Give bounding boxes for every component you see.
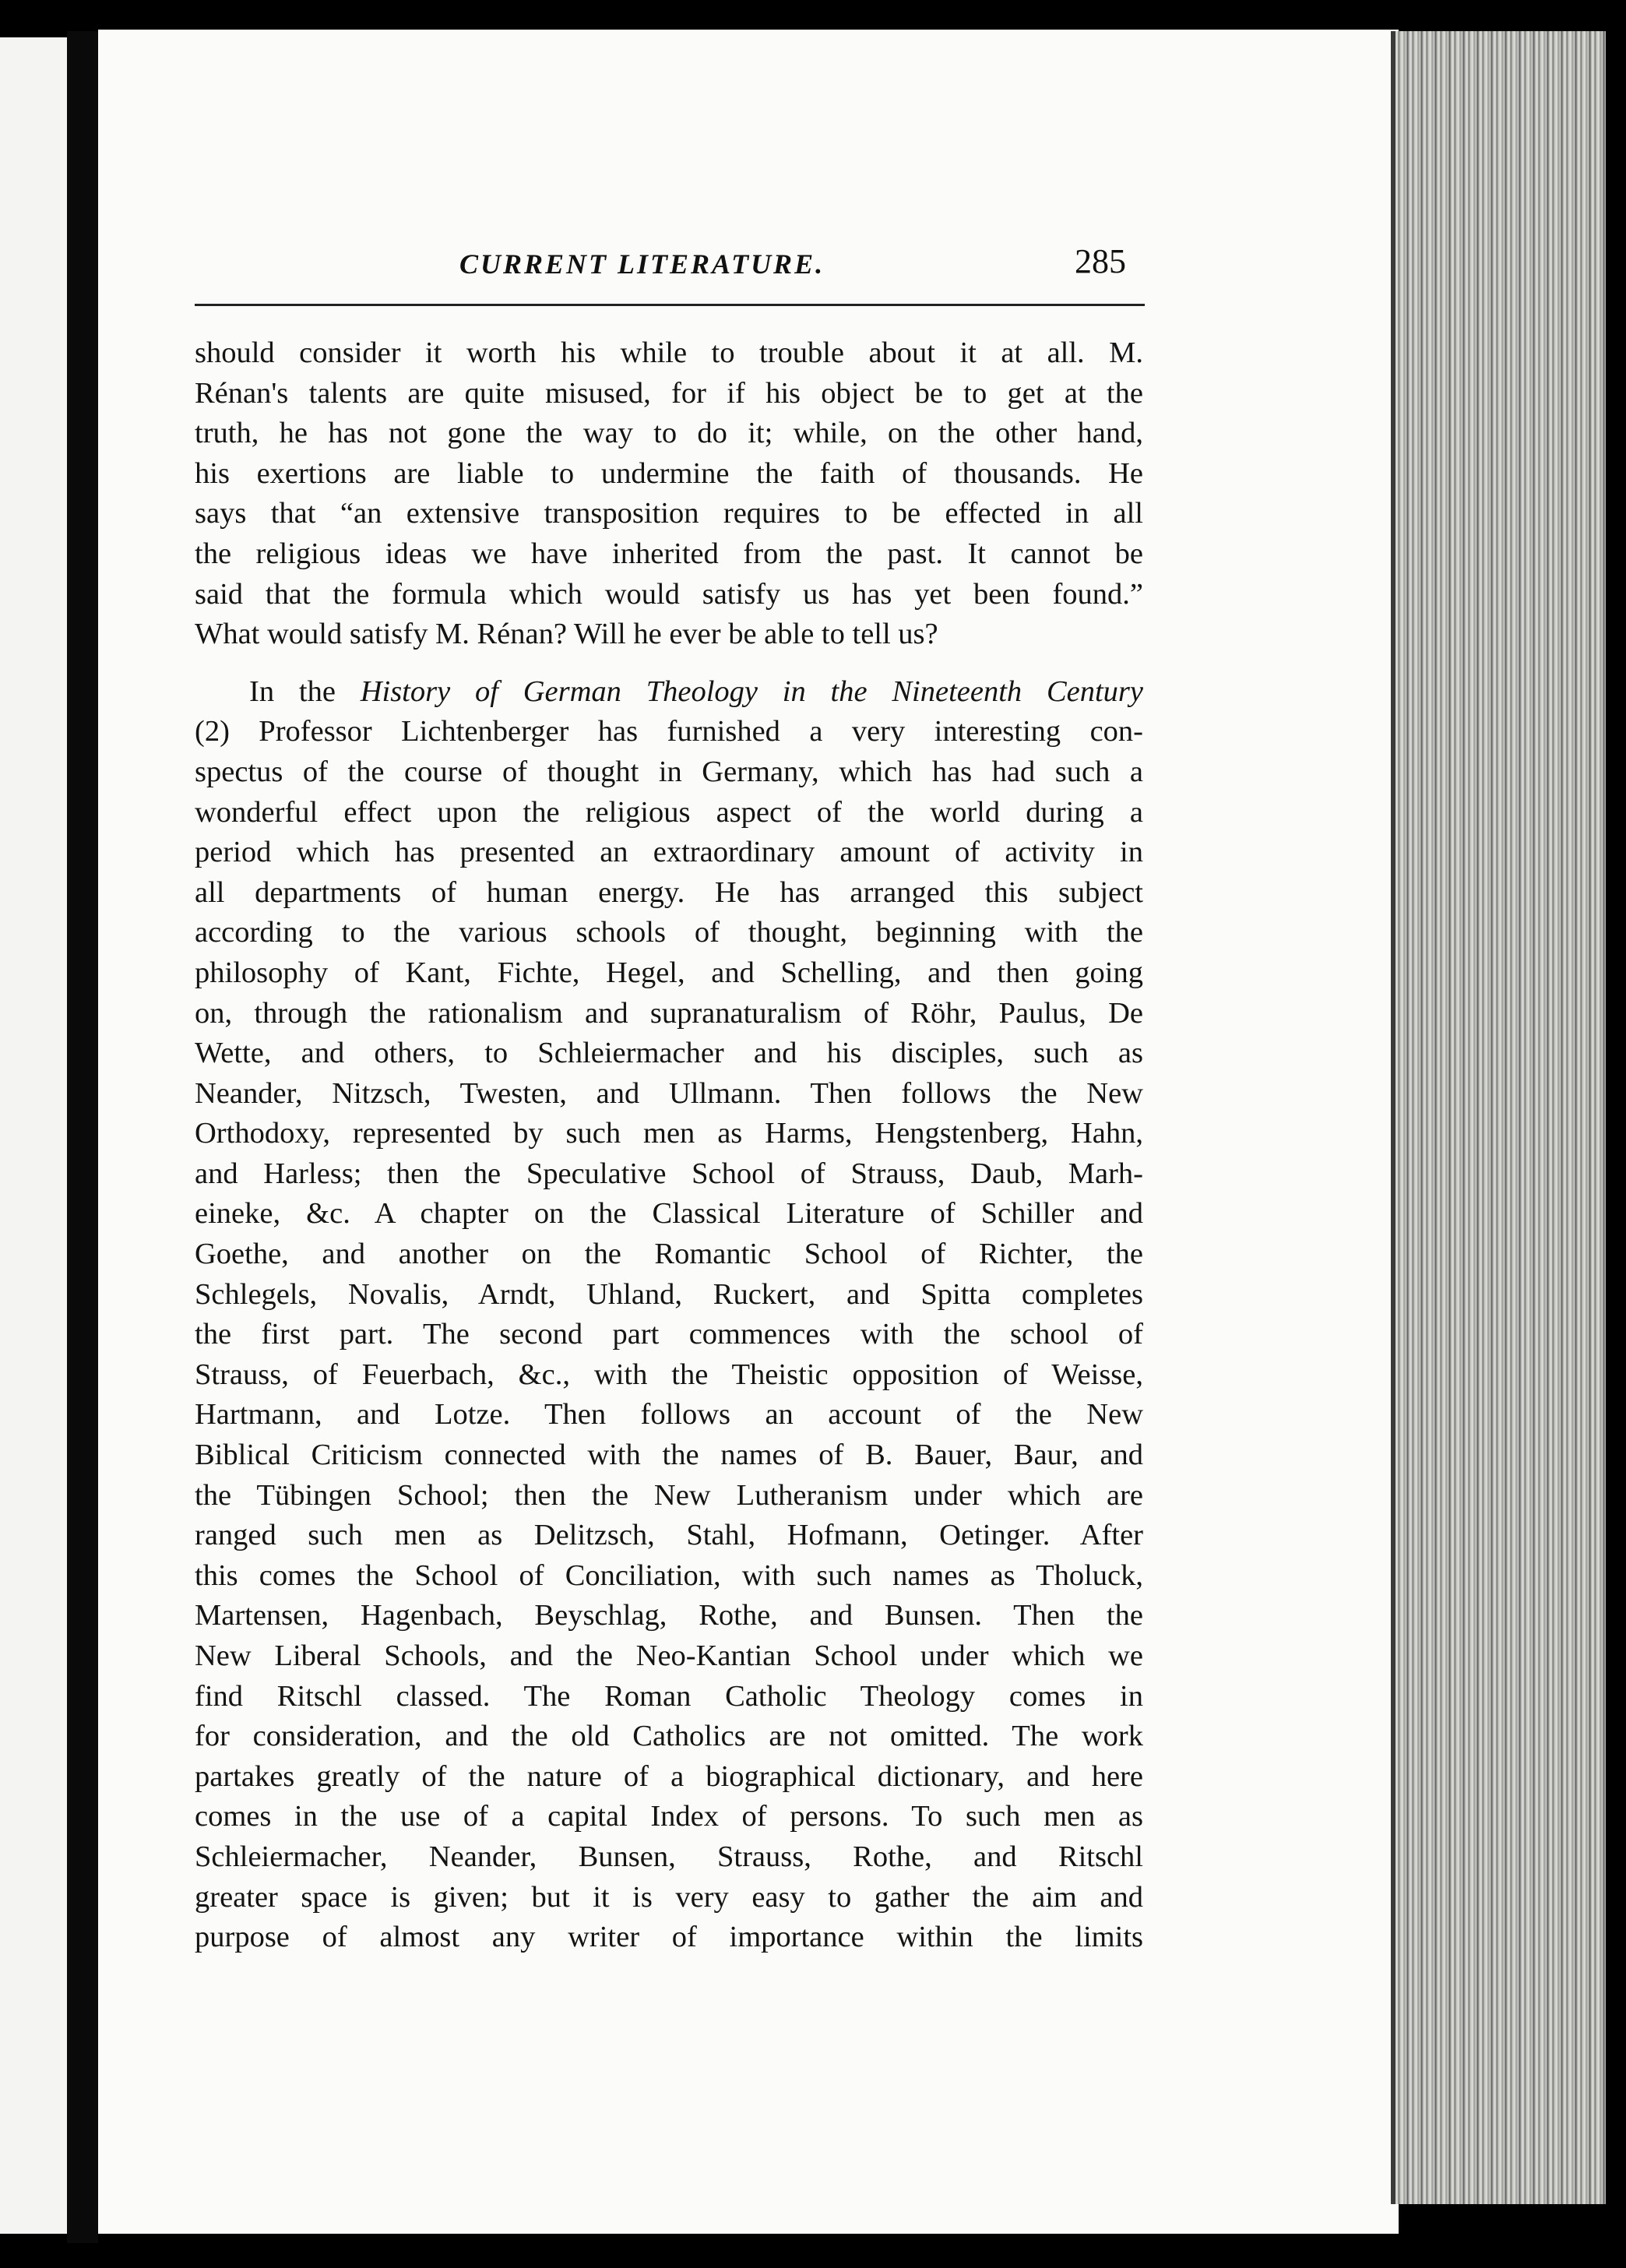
text-line: spectus of the course of thought in Germany, which has had such a [195, 755, 1143, 788]
text-line: Orthodoxy, represented by such men as Harms, Hengstenberg, Hahn, [195, 1117, 1143, 1150]
text-line: this comes the School of Conciliation, with such names as Tholuck, [195, 1558, 1143, 1592]
text-line [195, 672, 1143, 713]
text-line: Biblical Criticism connected with the names of B. Bauer, Baur, and [195, 1439, 1143, 1472]
text-line: Hartmann, and Lotze. Then follows an account of the New [195, 1398, 1143, 1432]
facing-page-edge [0, 37, 67, 2234]
text-line: (2) Professor Lichtenberger has furnished a very interesting con- [195, 715, 1143, 748]
book-title: History of German Theology in the Nineteenth Century [360, 674, 1143, 708]
paragraph-renan [195, 333, 1143, 655]
text-line: purpose of almost any writer of importance within the limits [195, 1921, 1143, 1954]
running-head [195, 235, 1145, 305]
text-line: philosophy of Kant, Fichte, Hegel, and Schelling, and then going [195, 956, 1143, 989]
page-number: 285 [1075, 242, 1126, 280]
text-line: the first part. The second part commences with the school of [195, 1318, 1143, 1351]
text-line: Schlegels, Novalis, Arndt, Uhland, Ruckert, and Spitta completes [195, 1277, 1143, 1311]
text-line: Strauss, of Feuerbach, &c., with the Theistic opposition of Weisse, [195, 1358, 1143, 1391]
page-block-edge [1391, 31, 1606, 2204]
text-line: partakes greatly of the nature of a biographical dictionary, and here [195, 1759, 1143, 1793]
text-line: wonderful effect upon the religious aspect of the world during a [195, 795, 1143, 829]
text-line: greater space is given; but it is very easy to gather the aim and [195, 1880, 1143, 1914]
line-prefix: In the [249, 674, 361, 708]
text-line: What would satisfy M. Rénan? Will he ever be able to tell us? [195, 618, 938, 651]
text-line: says that “an extensive transposition requires to be effected in all [195, 497, 1143, 530]
text-line: ranged such men as Delitzsch, Stahl, Hofmann, Oetinger. After [195, 1519, 1143, 1552]
text-line: on, through the rationalism and supranaturalism of Röhr, Paulus, De [195, 996, 1143, 1030]
text-line: and Harless; then the Speculative School of Strauss, Daub, Marh- [195, 1157, 1143, 1190]
text-line: said that the formula which would satisfy us has yet been found.” [195, 577, 1143, 611]
text-line: the Tübingen School; then the New Lutheranism under which are [195, 1478, 1143, 1512]
header-rule [195, 304, 1145, 306]
text-line: find Ritschl classed. The Roman Catholic Theology comes in [195, 1679, 1143, 1713]
text-line: period which has presented an extraordinary amount of activity in [195, 836, 1143, 869]
text-line: Martensen, Hagenbach, Beyschlag, Rothe, and Bunsen. Then the [195, 1599, 1143, 1632]
text-line: for consideration, and the old Catholics are not omitted. The work [195, 1720, 1143, 1753]
text-line: all departments of human energy. He has arranged this subject [195, 875, 1143, 909]
text-line: Rénan's talents are quite misused, for if his object be to get at the [195, 376, 1143, 410]
text-line: Schleiermacher, Neander, Bunsen, Strauss, Rothe, and Ritschl [195, 1840, 1143, 1873]
text-line: according to the various schools of thought, beginning with the [195, 916, 1143, 949]
text-line: Neander, Nitzsch, Twesten, and Ullmann. Then follows the New [195, 1076, 1143, 1110]
paragraph-lichtenberger [195, 672, 1143, 1958]
text-line: Wette, and others, to Schleiermacher and his disciples, such as [195, 1037, 1143, 1070]
text-line: his exertions are liable to undermine the faith of thousands. He [195, 456, 1143, 490]
text-line: should consider it worth his while to trouble about it at all. M. [195, 336, 1143, 369]
text-line: New Liberal Schools, and the Neo-Kantian School under which we [195, 1639, 1143, 1672]
text-line: Goethe, and another on the Romantic School of Richter, the [195, 1238, 1143, 1271]
text-line: truth, he has not gone the way to do it; while, on the other hand, [195, 417, 1143, 450]
running-head-title: CURRENT LITERATURE. [459, 248, 825, 280]
text-line: comes in the use of a capital Index of persons. To such men as [195, 1800, 1143, 1833]
book-gutter [67, 31, 98, 2243]
body-text [195, 333, 1143, 1958]
text-line: the religious ideas we have inherited from the past. It cannot be [195, 537, 1143, 570]
text-line: eineke, &c. A chapter on the Classical Literature of Schiller and [195, 1197, 1143, 1231]
